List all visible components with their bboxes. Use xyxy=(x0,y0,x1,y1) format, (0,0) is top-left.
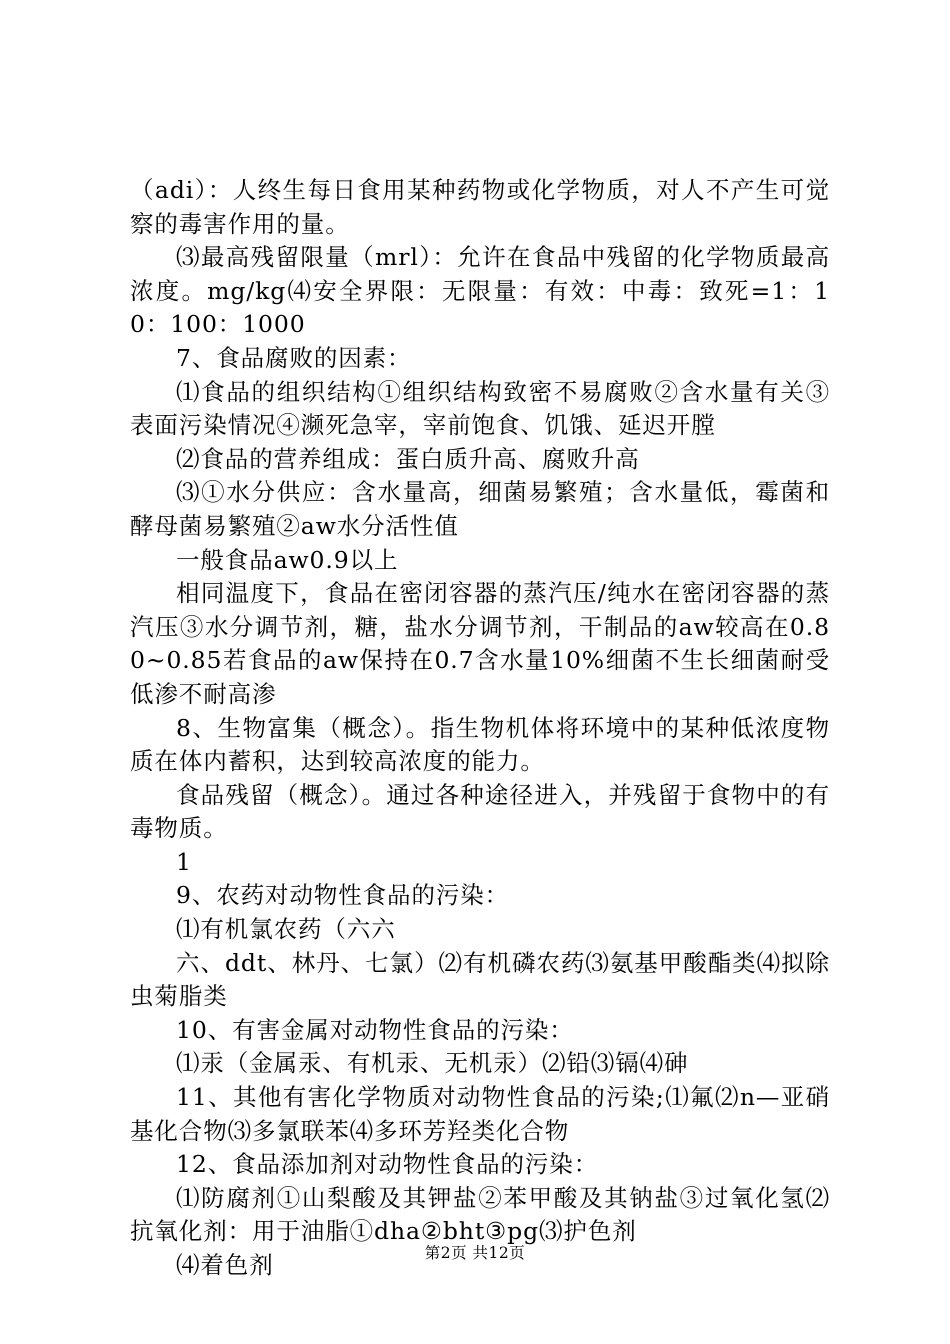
paragraph: 11、其他有害化学物质对动物性食品的污染;⑴氟⑵n—亚硝基化合物⑶多氯联苯⑷多环芳羟类化合物 xyxy=(130,1083,830,1145)
document-body xyxy=(130,174,830,1283)
paragraph: 12、食品添加剂对动物性食品的污染： xyxy=(176,1150,599,1179)
paragraph: 10、有害金属对动物性食品的污染： xyxy=(176,1015,574,1044)
paragraph: 9、农药对动物性食品的污染： xyxy=(176,881,510,910)
paragraph: ⑴防腐剂①山梨酸及其钾盐②苯甲酸及其钠盐③过氧化氢⑵抗氧化剂：用于油脂①dha②bht③pg⑶护色剂 xyxy=(130,1183,830,1246)
paragraph: 1 xyxy=(176,847,192,876)
paragraph: 8、生物富集（概念）。指生物机体将环境中的某种低浓度物质在体内蓄积，达到较高浓度的能力。 xyxy=(130,713,830,776)
paragraph: ⑷着色剂 xyxy=(176,1251,274,1279)
paragraph: 食品残留（概念）。通过各种途径进入，并残留于食物中的有毒物质。 xyxy=(130,780,830,843)
paragraph: ⑴食品的组织结构①组织结构致密不易腐败②含水量有关③表面污染情况④濒死急宰，宰前饱食、饥饿、延迟开膛 xyxy=(130,377,830,440)
paragraph: ⑶最高残留限量（mrl）：允许在食品中残留的化学物质最高浓度。mg/kg⑷安全界限：无限量：有效：中毒：致死=1：10：100：1000 xyxy=(130,243,830,339)
page-footer: 第2页 共12页 xyxy=(424,1244,526,1262)
paragraph: 六、ddt、林丹、七氯）⑵有机磷农药⑶氨基甲酸酯类⑷拟除虫菊脂类 xyxy=(130,948,830,1011)
paragraph: 一般食品aw0.9以上 xyxy=(176,545,399,574)
paragraph: ⑴汞（金属汞、有机汞、无机汞）⑵铅⑶镉⑷砷 xyxy=(176,1049,689,1078)
paragraph: ⑴有机氯农药（六六 xyxy=(176,915,396,944)
paragraph: 7、食品腐败的因素： xyxy=(176,343,412,372)
paragraph: ⑵食品的营养组成：蛋白质升高、腐败升高 xyxy=(176,444,640,473)
paragraph: ⑶①水分供应：含水量高，细菌易繁殖；含水量低，霉菌和酵母菌易繁殖②aw水分活性值 xyxy=(130,478,830,540)
paragraph: （adi）：人终生每日食用某种药物或化学物质，对人不产生可觉察的毒害作用的量。 xyxy=(130,176,830,238)
paragraph: 相同温度下，食品在密闭容器的蒸汽压/纯水在密闭容器的蒸汽压③水分调节剂，糖，盐水分调节剂，干制品的aw较高在0.80~0.85若食品的aw保持在0.7含水量10%细菌不生长细菌耐受低渗不耐高渗 xyxy=(130,579,830,708)
